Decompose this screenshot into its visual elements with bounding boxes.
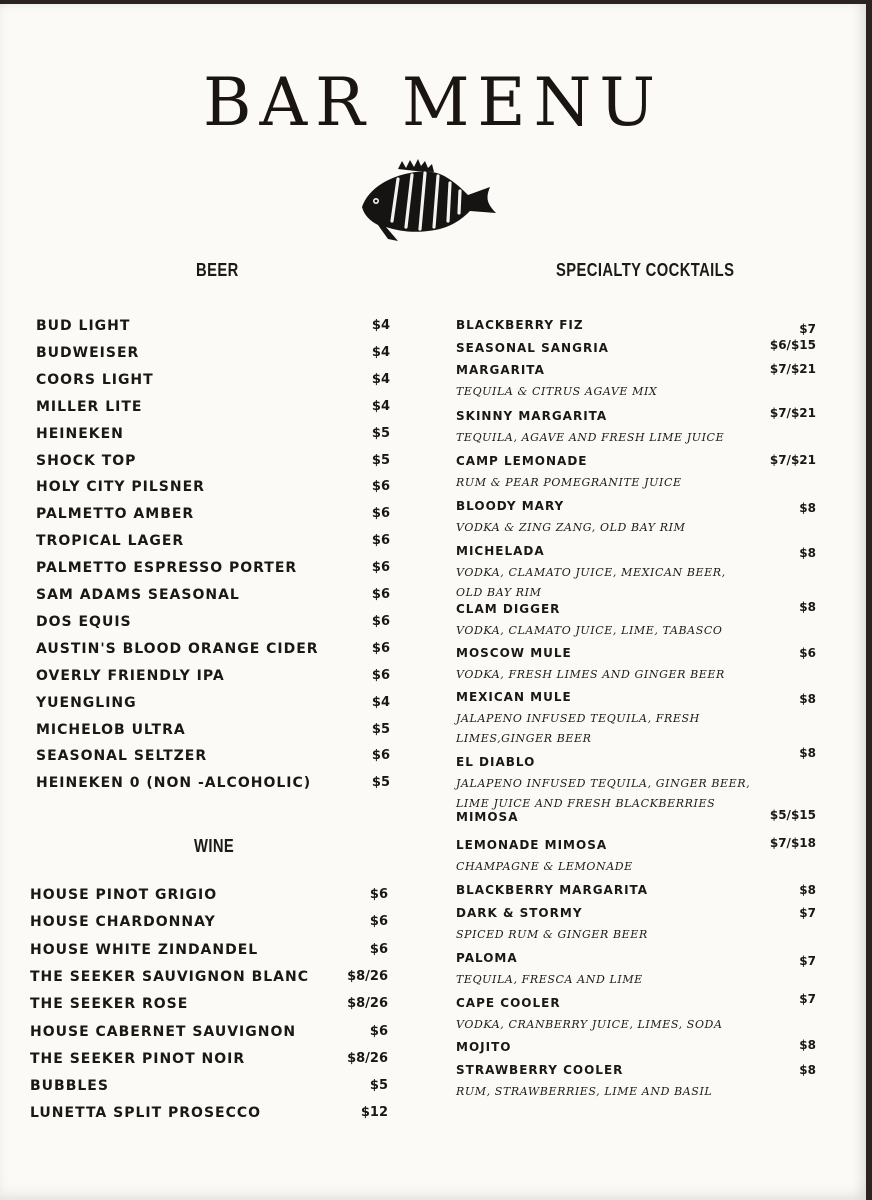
wine-item-price: $12 <box>360 1105 388 1121</box>
cocktail-description: SPICED RUM & GINGER BEER <box>456 928 648 941</box>
cocktail-price: $8 <box>799 501 816 515</box>
wine-item-name: HOUSE WHITE ZINDANDEL <box>30 941 259 958</box>
beer-item-row <box>36 722 390 744</box>
beer-item-row <box>36 587 390 609</box>
beer-item-name: OVERLY FRIENDLY IPA <box>36 667 225 684</box>
beer-item-price: $6 <box>371 667 390 683</box>
cocktail-name: MICHELADA <box>456 544 545 558</box>
wine-item-name: THE SEEKER SAUVIGNON BLANC <box>30 968 309 985</box>
cocktail-name: STRAWBERRY COOLER <box>456 1063 624 1077</box>
cocktail-price: $7/$21 <box>769 406 816 420</box>
cocktail-item <box>456 838 816 881</box>
beer-item-price: $6 <box>371 479 390 495</box>
wine-item-row <box>30 942 388 964</box>
sheepshead-fish-icon <box>358 159 503 244</box>
beer-item-row <box>36 695 390 717</box>
cocktail-price: $6/$15 <box>769 338 816 352</box>
beer-item-price: $4 <box>371 344 390 360</box>
wine-item-name: THE SEEKER ROSE <box>30 996 189 1013</box>
beer-item-row <box>36 533 390 555</box>
beer-item-row <box>36 372 390 394</box>
beer-item-name: BUD LIGHT <box>36 318 131 334</box>
cocktail-description: RUM & PEAR POMEGRANITE JUICE <box>456 476 682 489</box>
beer-item-price: $6 <box>371 533 390 549</box>
cocktail-description: TEQUILA, FRESCA AND LIME <box>456 973 643 986</box>
beer-item-row <box>36 641 390 663</box>
beer-item-price: $6 <box>371 560 390 576</box>
wine-list <box>30 887 388 1137</box>
cocktail-description: CHAMPAGNE & LEMONADE <box>456 860 633 873</box>
cocktail-description: JALAPENO INFUSED TEQUILA, FRESH <box>456 712 700 725</box>
beer-item-price: $5 <box>371 721 390 737</box>
beer-item-name: TROPICAL LAGER <box>36 533 185 550</box>
beer-item-name: YUENGLING <box>36 694 137 711</box>
beer-item-price: $6 <box>371 748 390 764</box>
wine-item-row <box>30 996 388 1018</box>
cocktail-name: BLACKBERRY FIZ <box>456 318 584 332</box>
beer-item-row <box>36 479 390 501</box>
beer-item-row <box>36 318 390 340</box>
cocktail-item <box>456 883 816 905</box>
cocktail-description: VODKA, CLAMATO JUICE, MEXICAN BEER, <box>456 566 726 579</box>
cocktail-item <box>456 602 816 645</box>
cocktail-item <box>456 646 816 689</box>
beer-item-name: MICHELOB ULTRA <box>36 721 186 738</box>
beer-item-row <box>36 453 390 475</box>
wine-item-price: $6 <box>369 887 388 902</box>
wine-item-row <box>30 1105 388 1127</box>
beer-item-price: $4 <box>371 371 390 387</box>
cocktail-name: CAPE COOLER <box>456 996 561 1010</box>
cocktail-name: SKINNY MARGARITA <box>456 409 608 423</box>
cocktail-price: $7/$18 <box>769 836 816 850</box>
menu-title: BAR MENU <box>203 64 663 141</box>
cocktail-price: $8 <box>799 692 816 706</box>
wine-item-name: THE SEEKER PINOT NOIR <box>30 1050 246 1067</box>
cocktail-description: VODKA & ZING ZANG, OLD BAY RIM <box>456 521 686 534</box>
cocktail-price: $8 <box>799 746 816 760</box>
beer-item-name: COORS LIGHT <box>36 371 154 388</box>
wine-heading: WINE <box>194 836 235 856</box>
cocktail-price: $8 <box>799 1063 816 1077</box>
wine-item-row <box>30 1078 388 1100</box>
cocktail-name: MOJITO <box>456 1040 512 1054</box>
cocktail-description: VODKA, FRESH LIMES AND GINGER BEER <box>456 668 725 681</box>
beer-item-price: $6 <box>371 640 390 656</box>
wine-item-price: $6 <box>369 914 388 930</box>
cocktail-description: JALAPENO INFUSED TEQUILA, GINGER BEER, <box>456 777 751 790</box>
cocktail-description: TEQUILA & CITRUS AGAVE MIX <box>456 385 658 398</box>
beer-item-row <box>36 748 390 770</box>
cocktail-price: $8 <box>799 546 816 560</box>
wine-item-name: BUBBLES <box>30 1078 109 1095</box>
cocktail-item <box>456 992 816 1039</box>
cocktail-name: MARGARITA <box>456 363 545 377</box>
cocktail-price: $7 <box>799 322 816 336</box>
beer-item-name: MILLER LITE <box>36 398 143 415</box>
cocktail-name: BLACKBERRY MARGARITA <box>456 883 649 897</box>
wine-item-price: $8/26 <box>347 996 388 1012</box>
beer-item-price: $5 <box>371 425 390 441</box>
cocktail-price: $7/$21 <box>769 362 816 376</box>
cocktail-item <box>456 454 816 497</box>
beer-item-name: AUSTIN'S BLOOD ORANGE CIDER <box>36 640 319 657</box>
wine-item-price: $8/26 <box>347 968 388 984</box>
wine-item-name: HOUSE PINOT GRIGIO <box>30 887 218 903</box>
beer-list <box>36 318 390 808</box>
beer-item-price: $4 <box>371 694 390 710</box>
beer-item-name: HEINEKEN 0 (NON -ALCOHOLIC) <box>36 775 312 792</box>
cocktail-price: $8 <box>799 883 816 897</box>
wine-item-price: $6 <box>369 941 388 957</box>
beer-item-name: PALMETTO AMBER <box>36 506 195 523</box>
wine-item-price: $8/26 <box>347 1050 388 1066</box>
wine-item-price: $5 <box>369 1078 388 1094</box>
wine-item-name: HOUSE CABERNET SAUVIGNON <box>30 1023 297 1040</box>
cocktail-name: BLOODY MARY <box>456 499 565 513</box>
cocktail-item <box>456 338 816 363</box>
beer-item-price: $6 <box>371 506 390 522</box>
beer-item-name: SAM ADAMS SEASONAL <box>36 587 240 603</box>
cocktail-price: $8 <box>799 600 816 614</box>
cocktail-description: LIMES,GINGER BEER <box>456 732 592 745</box>
wine-item-row <box>30 887 388 909</box>
cocktail-name: CLAM DIGGER <box>456 602 561 616</box>
wine-item-row <box>30 1051 388 1073</box>
beer-item-price: $4 <box>371 318 390 333</box>
beer-item-name: HEINEKEN <box>36 425 124 442</box>
cocktail-item <box>456 810 816 832</box>
menu-paper <box>0 4 866 1200</box>
cocktail-item <box>456 499 816 542</box>
cocktail-price: $7 <box>799 992 816 1006</box>
beer-item-price: $6 <box>371 613 390 629</box>
beer-item-row <box>36 614 390 636</box>
wine-item-row <box>30 1024 388 1046</box>
cocktail-description: OLD BAY RIM <box>456 586 542 599</box>
beer-item-row <box>36 560 390 582</box>
cocktails-heading: SPECIALTY COCKTAILS <box>556 260 735 280</box>
cocktail-name: EL DIABLO <box>456 755 536 769</box>
cocktail-item <box>456 1063 816 1106</box>
wine-item-price: $6 <box>369 1023 388 1039</box>
cocktail-item <box>456 951 816 994</box>
beer-item-row <box>36 668 390 690</box>
beer-item-price: $6 <box>371 587 390 602</box>
beer-heading: BEER <box>196 260 239 280</box>
beer-item-name: BUDWEISER <box>36 344 140 361</box>
beer-item-name: HOLY CITY PILSNER <box>36 479 205 496</box>
wine-item-row <box>30 914 388 936</box>
beer-item-name: SHOCK TOP <box>36 452 137 469</box>
cocktail-name: MIMOSA <box>456 810 519 824</box>
cocktail-description: VODKA, CRANBERRY JUICE, LIMES, SODA <box>456 1018 723 1031</box>
beer-item-row <box>36 345 390 367</box>
cocktail-name: DARK & STORMY <box>456 906 583 920</box>
wine-item-name: HOUSE CHARDONNAY <box>30 914 216 931</box>
cocktail-description: LIME JUICE AND FRESH BLACKBERRIES <box>456 797 716 810</box>
beer-item-row <box>36 426 390 448</box>
cocktail-price: $5/$15 <box>769 808 816 822</box>
cocktail-name: LEMONADE MIMOSA <box>456 838 608 852</box>
cocktail-name: MOSCOW MULE <box>456 646 572 660</box>
beer-item-price: $4 <box>371 398 390 414</box>
cocktail-name: SEASONAL SANGRIA <box>456 341 609 355</box>
cocktail-price: $6 <box>799 646 816 660</box>
beer-item-name: SEASONAL SELTZER <box>36 748 208 765</box>
cocktail-list <box>456 318 816 1108</box>
cocktail-item <box>456 318 816 340</box>
beer-item-name: PALMETTO ESPRESSO PORTER <box>36 560 298 577</box>
cocktail-name: PALOMA <box>456 951 518 965</box>
beer-item-price: $5 <box>371 452 390 468</box>
beer-item-row <box>36 775 390 797</box>
cocktail-name: CAMP LEMONADE <box>456 454 588 468</box>
beer-item-name: DOS EQUIS <box>36 613 132 630</box>
wine-item-name: LUNETTA SPLIT PROSECCO <box>30 1105 262 1122</box>
beer-item-row <box>36 399 390 421</box>
cocktail-price: $7 <box>799 906 816 920</box>
cocktail-item <box>456 690 816 754</box>
cocktail-item <box>456 906 816 949</box>
cocktail-price: $8 <box>799 1038 816 1052</box>
cocktail-item <box>456 544 816 608</box>
wine-item-row <box>30 969 388 991</box>
cocktail-description: TEQUILA, AGAVE AND FRESH LIME JUICE <box>456 431 725 444</box>
beer-item-price: $5 <box>371 775 390 791</box>
cocktail-price: $7/$21 <box>769 453 816 467</box>
cocktail-description: VODKA, CLAMATO JUICE, LIME, TABASCO <box>456 624 723 637</box>
cocktail-description: RUM, STRAWBERRIES, LIME AND BASIL <box>456 1085 713 1098</box>
cocktail-name: MEXICAN MULE <box>456 690 572 704</box>
cocktail-price: $7 <box>799 954 816 968</box>
beer-item-row <box>36 506 390 528</box>
cocktail-item <box>456 1040 816 1062</box>
cocktail-item <box>456 406 816 452</box>
cocktail-item <box>456 363 816 406</box>
